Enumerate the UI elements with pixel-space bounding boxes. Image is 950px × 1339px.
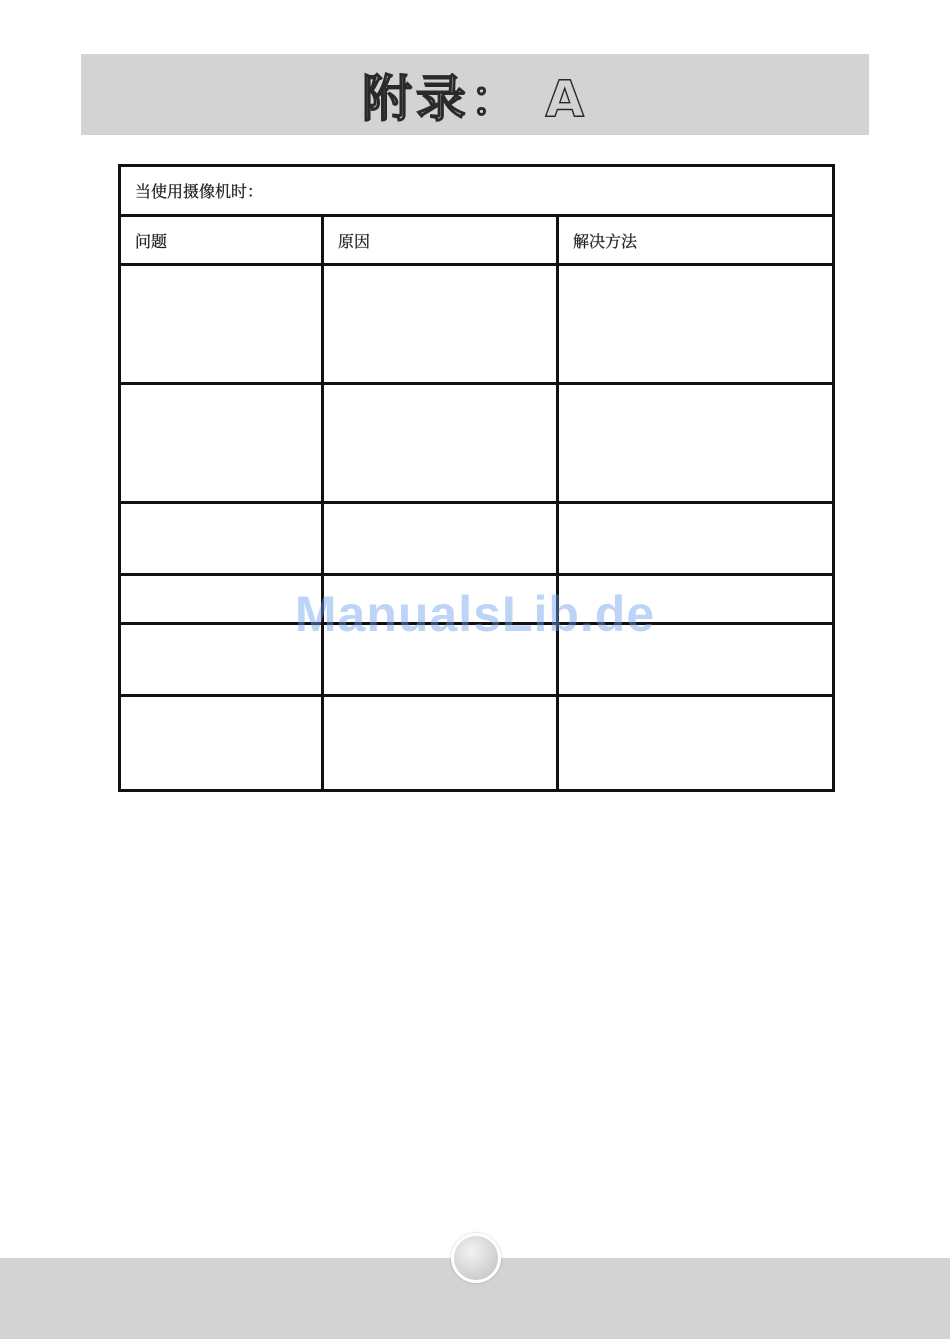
- column-header-cause: 原因: [323, 216, 558, 265]
- table-row: [120, 624, 834, 696]
- table-cell: [323, 696, 558, 791]
- table-cell: [558, 503, 834, 575]
- table-cell: [120, 265, 323, 384]
- column-header-problem: 问题: [120, 216, 323, 265]
- table-cell: [558, 624, 834, 696]
- table-cell: [323, 624, 558, 696]
- table-row: [120, 575, 834, 624]
- table-intro-row: [120, 166, 834, 216]
- column-header-solution: 解决方法: [558, 216, 834, 265]
- table-cell: [323, 384, 558, 503]
- page-number-circle: [451, 1233, 501, 1283]
- header-band: [81, 54, 869, 135]
- table-cell: [120, 624, 323, 696]
- troubleshooting-table: [118, 164, 835, 792]
- table-intro-cell: [120, 166, 834, 216]
- table-intro-text: 当使用摄像机时：: [135, 182, 264, 201]
- table-cell: [120, 503, 323, 575]
- table-cell: [120, 575, 323, 624]
- page-title: 附录： A: [361, 69, 589, 128]
- table-cell: [558, 384, 834, 503]
- table-row: [120, 503, 834, 575]
- table-cell: [558, 575, 834, 624]
- table-row: [120, 384, 834, 503]
- table-cell: [323, 265, 558, 384]
- table-cell: [558, 696, 834, 791]
- table-cell: [120, 696, 323, 791]
- table-cell: [558, 265, 834, 384]
- table-header-row: [120, 216, 834, 265]
- table-row: [120, 265, 834, 384]
- table-row: [120, 696, 834, 791]
- table-cell: [120, 384, 323, 503]
- watermark: ManualsLib.de: [294, 586, 656, 642]
- table-cell: [323, 575, 558, 624]
- table-cell: [323, 503, 558, 575]
